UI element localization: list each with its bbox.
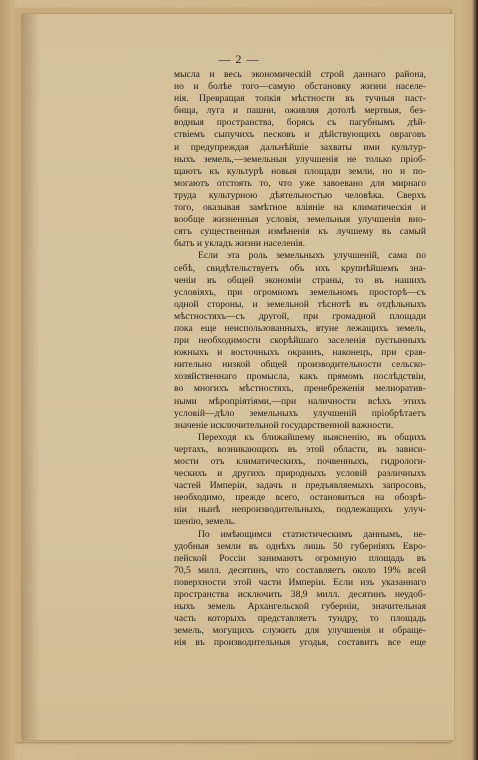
- text-line: южныхъ и восточныхъ окраинъ, наконецъ, при срав-: [174, 347, 426, 359]
- text-line: при необходимости скорѣйшаго заселенія пустынныхъ: [174, 335, 426, 347]
- text-line: бища, луга и пашни, оживляя дотолѣ мертвыя, без-: [174, 105, 426, 117]
- text-line: бытъ и укладъ жизни населенія.: [174, 238, 306, 250]
- body-text: [174, 69, 426, 650]
- text-line: условіяхъ, при огромномъ земельномъ просторѣ—съ: [174, 286, 426, 298]
- text-line: удобныя земли въ однѣхъ лишь 50 губерніяхъ Евро-: [174, 540, 426, 552]
- text-line: нія. Превращая топкія мѣстности въ тучныя паст-: [174, 93, 426, 105]
- text-line: мысла и весь экономическій строй даннаго района,: [174, 69, 426, 80]
- paragraph: [174, 250, 426, 431]
- text-line: ченіи въ общей экономіи страны, то въ нашихъ: [174, 274, 426, 286]
- text-line: водныя пространства, борясь съ пагубнымъ дѣй-: [174, 117, 426, 129]
- text-line: и предупреждая дальнѣйшіе захваты ими культур-: [174, 141, 426, 153]
- spine-shadow: [22, 14, 40, 740]
- page-number: — 2 —: [218, 52, 260, 66]
- text-line: нительно низкой общей производительности сельско-: [174, 359, 426, 371]
- text-line: ніи нынѣ непроизводительныхъ, подлежащихъ улуч-: [174, 504, 426, 516]
- text-line: земель, могущихъ служить для улучшенія и обраще-: [174, 625, 426, 637]
- text-line: но и болѣе того—самую обстановку жизни населе-: [174, 81, 426, 93]
- text-line: пейской Россіи занимаютъ огромную площадь въ: [174, 552, 426, 564]
- text-line: условій—дѣло земельныхъ улучшеній пріобрѣтаетъ: [174, 407, 426, 419]
- paragraph: [174, 69, 426, 250]
- text-line: чертахъ, возникающихъ въ этой области, въ зависи-: [174, 443, 426, 455]
- text-line: частей Имперіи, задачъ и предъявляемыхъ запросовъ,: [174, 480, 426, 492]
- text-line: Переходя къ ближайшему выясненію, въ общихъ: [198, 431, 426, 443]
- text-line: хозяйственнаго промысла, какъ прямомъ послѣдствіи,: [174, 371, 426, 383]
- paragraph: [174, 432, 426, 529]
- text-line: вообще жизненныя условія, земельныя улучшенія вно-: [174, 214, 426, 226]
- text-line: ныхъ земель,—земельныя улучшенія не только пріоб-: [174, 153, 426, 165]
- text-line: ными мѣропріятіями,—при наличности всѣхъ этихъ: [174, 395, 426, 407]
- text-line: часть которыхъ представляетъ тундру, то площадь: [174, 613, 426, 625]
- text-line: мѣстностяхъ—съ другой, при громадной площади: [174, 310, 426, 322]
- text-line: пока еще неиспользованныхъ, втуне лежащихъ земель,: [174, 322, 426, 334]
- book-edge: [472, 0, 478, 760]
- text-line: ныхъ земель Архангельской губерніи, значительная: [174, 601, 426, 613]
- text-line: во многихъ мѣстностяхъ, пренебреженія мелиоратив-: [174, 383, 426, 395]
- text-line: значеніе исключительной государственной важности.: [174, 419, 394, 431]
- text-line: мости отъ климатическихъ, почвенныхъ, гидрологи-: [174, 456, 426, 467]
- text-line: По имѣющимся статистическимъ даннымъ, не-: [198, 528, 426, 540]
- text-line: одной стороны, и земельной тѣснотѣ въ отдѣльныхъ: [174, 298, 426, 310]
- paragraph: [174, 529, 426, 650]
- text-line: ческихъ и другихъ природныхъ условій различныхъ: [174, 468, 426, 480]
- text-line: ствіемъ сыпучихъ песковъ и дѣйствующихъ овраговъ: [174, 129, 426, 141]
- text-line: могаютъ отстоять то, что уже завоевано для мирнаго: [174, 177, 426, 189]
- text-line: сятъ существенныя измѣненія къ лучшему въ самый: [174, 226, 426, 238]
- text-line: труда культурною дѣятельностью человѣка. Сверхъ: [174, 189, 426, 201]
- text-line: Если эта роль земельныхъ улучшеній, сама по: [198, 250, 426, 262]
- text-line: пространства исключить 38,9 милл. десятинъ неудоб-: [174, 589, 426, 601]
- text-line: необходимо, прежде всего, остановиться на обозрѣ-: [174, 492, 426, 504]
- text-line: шенію, земель.: [174, 516, 236, 528]
- text-line: того, оказывая замѣтное вліяніе на климатическія и: [174, 202, 426, 214]
- text-line: поверхности этой части Имперіи. Если изъ указаннаго: [174, 576, 426, 588]
- text-line: 70,5 милл. десятинъ, что составляетъ около 19% всей: [174, 564, 426, 576]
- text-line: нія въ производительныя угодья, составитъ все еще: [174, 637, 426, 649]
- text-line: щаютъ къ культурѣ новыя площади земли, но и по-: [174, 165, 426, 177]
- text-line: себѣ, свидѣтельствуетъ объ ихъ крупнѣйшемъ зна-: [174, 262, 426, 274]
